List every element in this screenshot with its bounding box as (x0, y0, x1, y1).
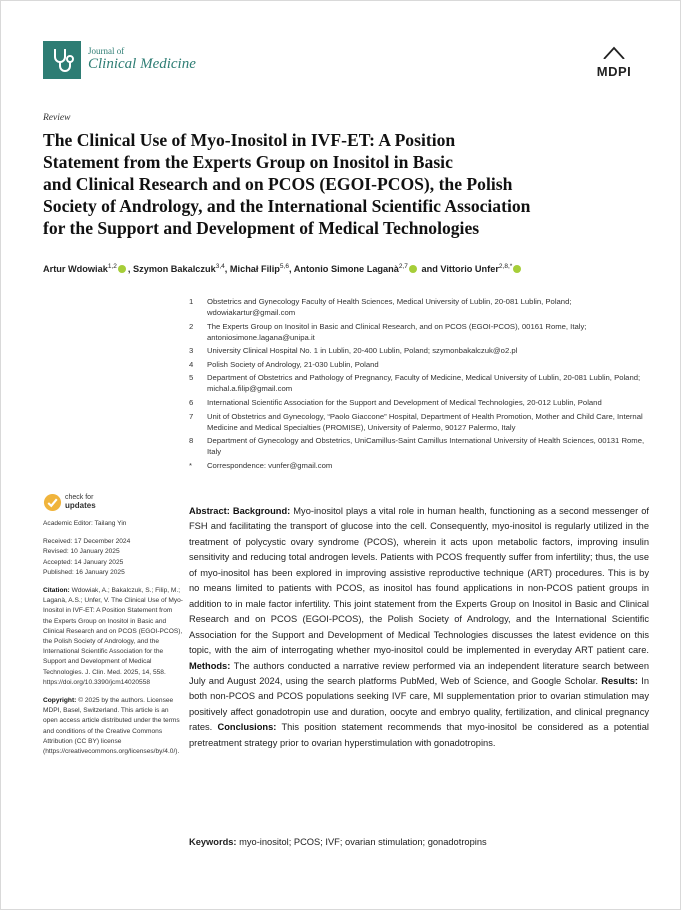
journal-name: Clinical Medicine (88, 55, 196, 72)
abstract-conclusions: This position statement recommends that myo-inositol be considered as a potential pretreatment strategy prior to ovarian hyperstimulation with gonadotropins. (189, 722, 649, 748)
author-name[interactable]: Antonio Simone Laganà (293, 264, 399, 275)
affiliation-number: * (189, 460, 192, 470)
affiliation-number: 4 (189, 359, 194, 369)
title-line: and Clinical Research and on PCOS (EGOI-PCOS), the Polish (43, 174, 513, 194)
author-affil-sup: 3,4 (215, 263, 225, 270)
copyright-block (43, 696, 183, 757)
date-accepted: Accepted: 14 January 2025 (43, 558, 124, 566)
copyright-label: Copyright: (43, 697, 77, 705)
citation-text[interactable]: Wdowiak, A.; Bakalczuk, S.; Filip, M.; Laganà, A.S.; Unfer, V. The Clinical Use of Myo-Inositol in IVF-ET: A Position Statement from the Experts Group on Inositol in Basic and Clinical Research and on PCOS (EGOI-PCOS), the Polish Society of Andrology, and the International Scientific Association for the Support and Development of Medical Technologies. J. Clin. Med. 2025, 14, 558. https://doi.org/10.3390/jcm14020558 (43, 587, 184, 686)
article-type: Review (43, 113, 71, 123)
abstract-methods-label: Methods: (189, 660, 231, 671)
article-title (43, 129, 643, 239)
abstract (189, 504, 649, 751)
affiliation-item (189, 435, 649, 457)
affiliation-number: 5 (189, 373, 194, 383)
affiliation-text: The Experts Group on Inositol in Basic and Clinical Research, and on PCOS (EGOI-PCOS), 00161 Rome, Italy; antoniosimone.lagana@unipa.it (207, 321, 587, 342)
mdpi-hexagon-icon (601, 45, 627, 59)
journal-logo[interactable] (43, 41, 196, 79)
title-line: Statement from the Experts Group on Inositol in Basic (43, 152, 453, 172)
affiliation-text: International Scientific Association for the Support and Development of Medical Technologies, 20-012 Lublin, Poland (207, 397, 602, 407)
abstract-methods: The authors conducted a narrative review performed via an independent literature search between July and August 2024, using the search platforms PubMed, Web of Science, and Google Scholar. (189, 660, 650, 686)
affiliation-item (189, 372, 649, 394)
abstract-conclusions-label: Conclusions: (217, 722, 277, 733)
date-published: Published: 16 January 2025 (43, 568, 125, 576)
check-for-label: check for (65, 494, 94, 501)
author-separator: , (288, 264, 294, 275)
abstract-results-label: Results: (601, 675, 638, 686)
author-separator: and (418, 264, 441, 275)
title-line: Society of Andrology, and the International Scientific Association (43, 196, 531, 216)
affiliation-text: Polish Society of Andrology, 21-030 Lublin, Poland (207, 359, 379, 369)
check-for-updates-button[interactable] (43, 493, 96, 512)
affiliation-text: University Clinical Hospital No. 1 in Lublin, 20-400 Lublin, Poland; szymonbakalczuk@o2.pl (207, 346, 518, 356)
author-separator: , (224, 264, 230, 275)
author-name[interactable]: Vittorio Unfer (440, 264, 499, 275)
author-name[interactable]: Szymon Bakalczuk (132, 264, 216, 275)
affiliation-number: 6 (189, 397, 194, 407)
affiliation-item (189, 411, 649, 433)
affiliation-item (189, 397, 649, 408)
affiliation-item (189, 359, 649, 370)
keywords (189, 837, 649, 847)
title-line: The Clinical Use of Myo-Inositol in IVF-ET: A Position (43, 130, 456, 150)
academic-editor: Academic Editor: Tailang Yin (43, 520, 127, 527)
affiliation-text: Obstetrics and Gynecology Faculty of Health Sciences, Medical University of Lublin, 20-081 Lublin, Poland; wdowiakartur@gmail.com (207, 297, 572, 317)
affiliation-text: Unit of Obstetrics and Gynecology, “Paolo Giaccone” Hospital, Department of Health Promotion, Mother and Child Care, Internal Medicine and Medical Specialties (PROMISE), University of Palermo, 90127 Palermo, Italy (207, 411, 643, 432)
author-affil-sup: 1,2 (107, 263, 117, 270)
orcid-icon[interactable] (513, 265, 521, 273)
updates-label: updates (65, 501, 96, 510)
author-name[interactable]: Michał Filip (229, 264, 280, 275)
author-affil-sup: 5,6 (279, 263, 289, 270)
affiliation-number: 2 (189, 321, 194, 331)
correspondence-text: Correspondence: vunfer@gmail.com (207, 460, 333, 470)
author-list (43, 263, 653, 274)
journal-of-label: Journal of (88, 46, 125, 57)
date-revised: Revised: 10 January 2025 (43, 548, 120, 556)
orcid-icon[interactable] (118, 265, 126, 273)
affiliation-item (189, 296, 649, 318)
correspondence-item (189, 460, 649, 471)
stethoscope-icon (43, 41, 81, 79)
author-affil-sup: 2,7 (398, 263, 408, 270)
date-received: Received: 17 December 2024 (43, 538, 131, 546)
abstract-background-label: Abstract: Background: (189, 506, 291, 516)
author-name[interactable]: Artur Wdowiak (43, 264, 108, 275)
affiliation-list (189, 296, 649, 473)
mdpi-logo[interactable] (591, 45, 637, 79)
abstract-background: Myo-inositol plays a vital role in human health, functioning as a second messenger of FSH and facilitating the transport of glucose into the cell. Consequently, myo-inositol is regularly utilized in the treatment of polycystic ovary syndrome (PCOS), wherein it acts upon metabolic factors, improving insulin sensitivity and reducing total androgen levels. Patients with PCOS frequently suffer from infertility; thus, the use of myo-inositol has been explored in improving assistive reproductive technique (ART) procedures. This is by no means limited to patients with PCOS, as inositol has found applications in non-PCOS patient groups in addition to in male factor infertility. This joint statement from the Experts Group on Inositol in Basic and Clinical Research and on PCOS (EGOI-PCOS), the Polish Society of Andrology, and the International Scientific Association for the Support and Development of Medical Technologies discusses the latest evidence on this topic, with the aim of interrogating whether myo-inositol could be implemented in everyday ART patient care. (189, 506, 649, 656)
check-updates-icon (43, 493, 62, 512)
affiliation-number: 7 (189, 411, 194, 421)
affiliation-number: 1 (189, 297, 194, 306)
affiliation-text: Department of Obstetrics and Pathology of Pregnancy, Faculty of Medicine, Medical University of Lublin, 20-081 Lublin, Poland; michal.a.filip@gmail.com (207, 373, 641, 394)
orcid-icon[interactable] (409, 265, 417, 273)
keywords-text: myo-inositol; PCOS; IVF; ovarian stimulation; gonadotropins (239, 837, 487, 847)
title-line: for the Support and Development of Medical Technologies (43, 218, 480, 238)
copyright-text: © 2025 by the authors. Licensee MDPI, Basel, Switzerland. This article is an open access article distributed under the terms and conditions of the Creative Commons Attribution (CC BY) license (https://creativecommons.org/licenses/by/4.0/). (43, 697, 180, 756)
affiliation-text: Department of Gynecology and Obstetrics, UniCamillus-Saint Camillus International University of Health Sciences, 00131 Rome, Italy (207, 436, 645, 457)
publisher-name: MDPI (596, 64, 632, 79)
affiliation-item (189, 345, 649, 356)
keywords-label: Keywords: (189, 837, 237, 847)
affiliation-number: 8 (189, 436, 194, 446)
citation-label: Citation: (43, 587, 70, 595)
abstract-results: In both non-PCOS and PCOS populations seeking IVF care, MI supplementation prior to ovarian stimulation may positively affect gonadotropin use and duration, oocyte and embryo quality, fertilization, and clinical pregnancy rates. (189, 675, 649, 733)
citation-block (43, 586, 183, 688)
publication-dates (43, 537, 183, 578)
author-affil-sup: 2,8,* (498, 263, 513, 270)
affiliation-item (189, 321, 649, 343)
affiliation-number: 3 (189, 346, 194, 356)
author-separator: , (127, 264, 133, 275)
article-sidebar (43, 519, 183, 765)
